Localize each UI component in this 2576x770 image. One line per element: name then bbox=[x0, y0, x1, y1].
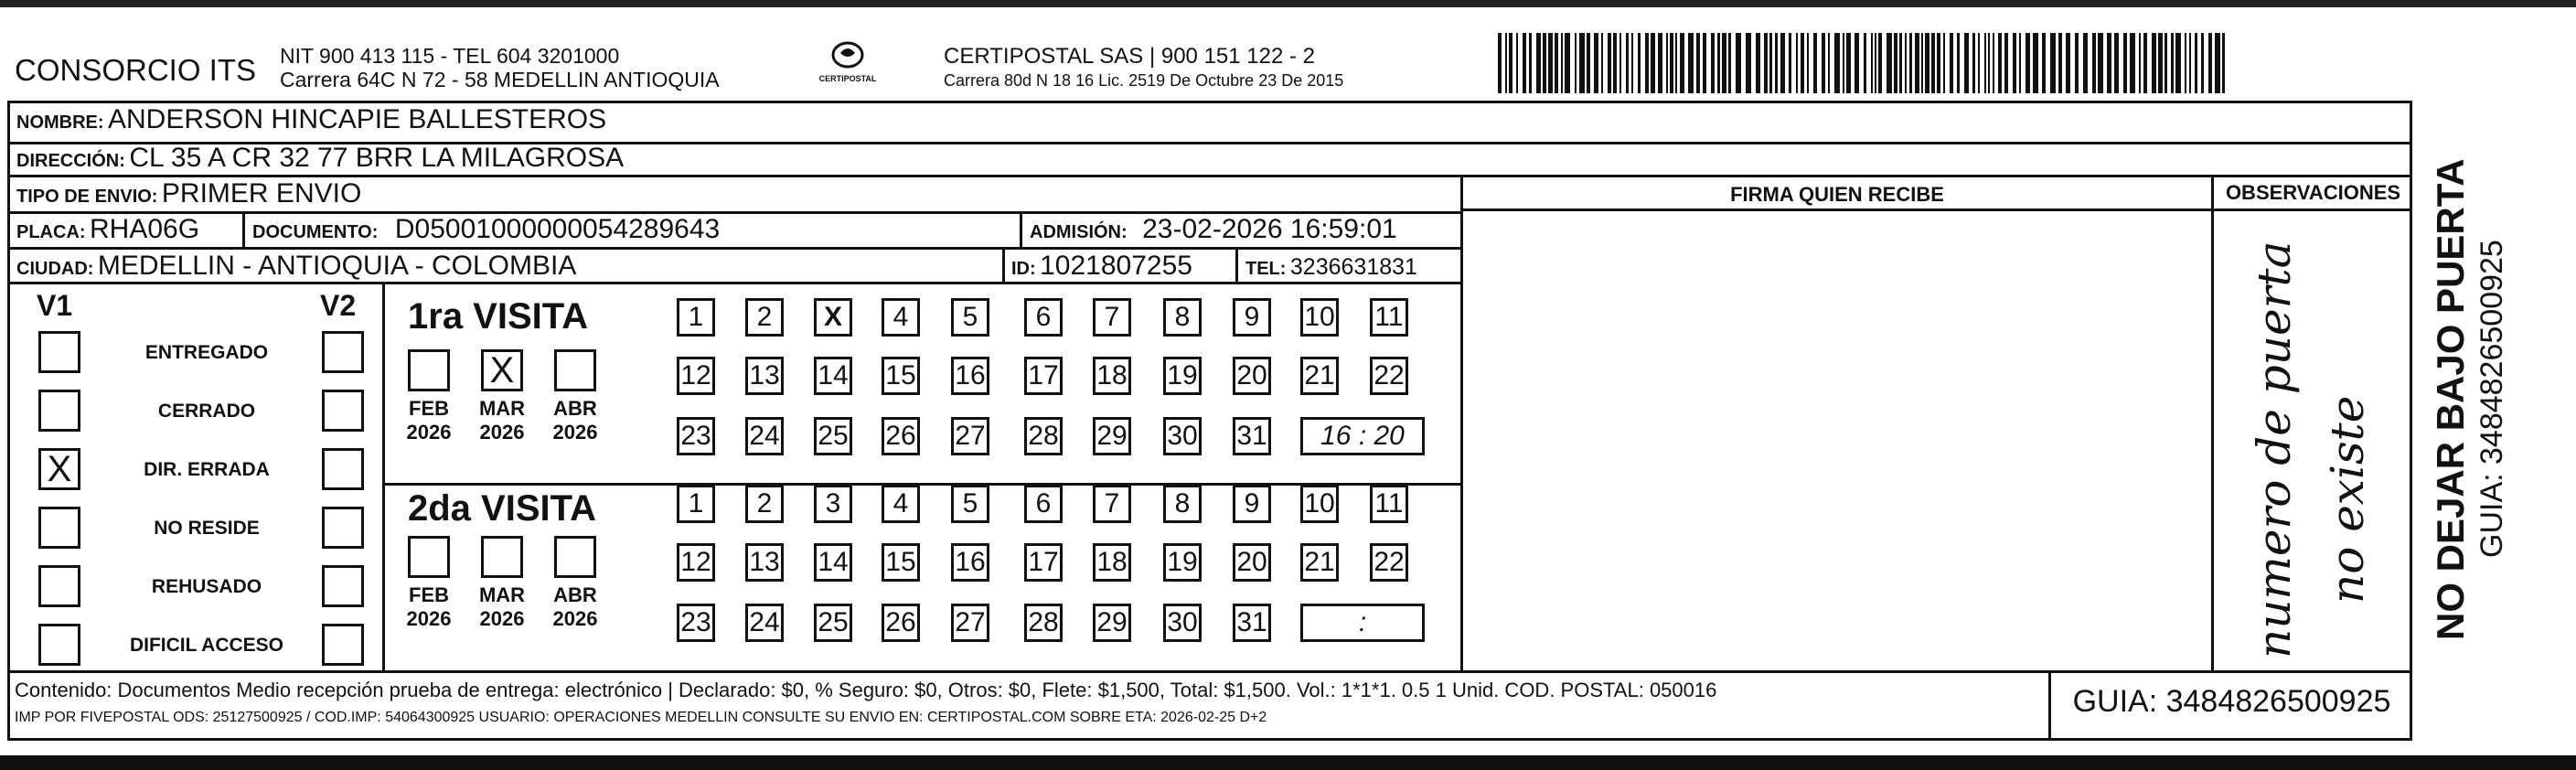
visit1-day-1[interactable]: 1 bbox=[677, 298, 715, 337]
visit2-month-checkbox-1[interactable] bbox=[481, 536, 523, 578]
visit2-day-1[interactable]: 1 bbox=[677, 485, 715, 523]
visit1-day-12[interactable]: 12 bbox=[677, 357, 715, 395]
firma-area bbox=[1463, 211, 2211, 670]
visit1-month-checkbox-2[interactable] bbox=[554, 349, 596, 391]
visit2-day-17[interactable]: 17 bbox=[1024, 543, 1063, 582]
visit2-month-name-0: FEB bbox=[409, 583, 449, 606]
status-label-4: REHUSADO bbox=[151, 576, 262, 597]
id-label: ID: bbox=[1011, 259, 1036, 279]
visit2-day-29[interactable]: 29 bbox=[1093, 604, 1131, 642]
side-notice: NO DEJAR BAJO PUERTA bbox=[2429, 158, 2472, 640]
admision-row bbox=[1030, 214, 1397, 245]
footer-guia: GUIA: 3484826500925 bbox=[2072, 684, 2391, 719]
scan-edge-top bbox=[0, 0, 2576, 7]
logo-icon bbox=[829, 40, 866, 70]
v2-checkbox-4[interactable] bbox=[322, 565, 364, 607]
documento-row bbox=[252, 214, 720, 245]
visit2-day-21[interactable]: 21 bbox=[1300, 543, 1339, 582]
tipo-value: PRIMER ENVIO bbox=[161, 178, 362, 209]
documento-label: DOCUMENTO: bbox=[252, 222, 379, 242]
visit1-day-4[interactable]: 4 bbox=[882, 298, 920, 337]
observaciones-header: OBSERVACIONES bbox=[2225, 181, 2401, 204]
visit2-day-11[interactable]: 11 bbox=[1370, 485, 1408, 523]
visit1-day-31[interactable]: 31 bbox=[1233, 417, 1271, 455]
visit1-day-23[interactable]: 23 bbox=[677, 417, 715, 455]
side-guia: GUIA: 3484826500925 bbox=[2474, 240, 2509, 558]
v2-checkbox-1[interactable] bbox=[322, 390, 364, 432]
visit1-day-14[interactable]: 14 bbox=[814, 357, 852, 395]
visit1-day-6[interactable]: 6 bbox=[1024, 298, 1063, 337]
visit1-day-20[interactable]: 20 bbox=[1233, 357, 1271, 395]
id-row bbox=[1011, 251, 1192, 282]
nombre-value: ANDERSON HINCAPIE BALLESTEROS bbox=[108, 104, 607, 134]
direccion-value: CL 35 A CR 32 77 BRR LA MILAGROSA bbox=[129, 143, 625, 173]
visit1-day-30[interactable]: 30 bbox=[1163, 417, 1202, 455]
visit2-month-year-1: 2026 bbox=[479, 607, 525, 630]
visit1-day-11[interactable]: 11 bbox=[1370, 298, 1408, 337]
visit2-day-10[interactable]: 10 bbox=[1300, 485, 1339, 523]
visit2-day-31[interactable]: 31 bbox=[1233, 604, 1271, 642]
visit1-day-24[interactable]: 24 bbox=[745, 417, 784, 455]
v1-checkbox-3[interactable] bbox=[38, 507, 80, 549]
admision-label: ADMISIÓN: bbox=[1030, 222, 1128, 242]
visit2-month-year-2: 2026 bbox=[552, 607, 598, 630]
footer-contenido: Contenido: Documentos Medio recepción prueba de entrega: electrónico | Declarado: $0, % Seguro: $0, Otros: $0, Flete: $1,500, Total: $1,500. Vol.: 1*1*1. 0.5 1 Unid. COD. POSTAL: 050016 bbox=[15, 679, 1717, 701]
placa-value: RHA06G bbox=[90, 214, 200, 244]
logo-text: CERTIPOSTAL bbox=[818, 74, 877, 83]
nombre-row bbox=[16, 104, 606, 135]
tel-label: TEL: bbox=[1245, 259, 1287, 279]
visit2-day-7[interactable]: 7 bbox=[1093, 485, 1131, 523]
observaciones-note-1: numero de puerta bbox=[2248, 241, 2301, 658]
visit1-day-9[interactable]: 9 bbox=[1233, 298, 1271, 337]
visit2-day-22[interactable]: 22 bbox=[1370, 543, 1408, 582]
observaciones-note-2: no existe bbox=[2321, 395, 2374, 604]
firma-header: FIRMA QUIEN RECIBE bbox=[1730, 183, 1944, 206]
visit1-day-5[interactable]: 5 bbox=[951, 298, 989, 337]
visit1-month-name-0: FEB bbox=[409, 397, 449, 420]
visit2-day-16[interactable]: 16 bbox=[951, 543, 989, 582]
visit2-day-8[interactable]: 8 bbox=[1163, 485, 1202, 523]
barcode bbox=[1498, 33, 2229, 93]
visit1-month-checkbox-1[interactable]: X bbox=[481, 349, 523, 391]
visit1-day-3[interactable]: X bbox=[814, 298, 852, 337]
v1-checkbox-5[interactable] bbox=[38, 624, 80, 666]
visit1-day-29[interactable]: 29 bbox=[1093, 417, 1131, 455]
ciudad-label: CIUDAD: bbox=[16, 259, 94, 279]
visit1-day-26[interactable]: 26 bbox=[882, 417, 920, 455]
v2-checkbox-2[interactable] bbox=[322, 448, 364, 490]
visit1-month-name-1: MAR bbox=[478, 397, 526, 420]
visit1-day-28[interactable]: 28 bbox=[1024, 417, 1063, 455]
visit2-time-box[interactable]: : bbox=[1300, 604, 1425, 642]
visit1-day-22[interactable]: 22 bbox=[1370, 357, 1408, 395]
visit1-month-checkbox-0[interactable] bbox=[408, 349, 450, 391]
v2-checkbox-0[interactable] bbox=[322, 331, 364, 373]
visit2-day-14[interactable]: 14 bbox=[814, 543, 852, 582]
visit2-day-6[interactable]: 6 bbox=[1024, 485, 1063, 523]
visit2-day-12[interactable]: 12 bbox=[677, 543, 715, 582]
visit2-day-23[interactable]: 23 bbox=[677, 604, 715, 642]
status-label-2: DIR. ERRADA bbox=[144, 459, 270, 480]
courier-license: Carrera 80d N 18 16 Lic. 2519 De Octubre 23 De 2015 bbox=[944, 71, 1344, 90]
nombre-label: NOMBRE: bbox=[16, 112, 104, 133]
scan-edge-bottom bbox=[0, 755, 2576, 770]
tipo-label: TIPO DE ENVIO: bbox=[16, 187, 158, 207]
visit2-day-13[interactable]: 13 bbox=[745, 543, 784, 582]
visit1-day-21[interactable]: 21 bbox=[1300, 357, 1339, 395]
documento-value: D05001000000054289643 bbox=[394, 214, 721, 244]
v2-label: V2 bbox=[320, 289, 357, 322]
visit1-title: 1ra VISITA bbox=[408, 296, 589, 337]
v1-checkbox-4[interactable] bbox=[38, 565, 80, 607]
v2-checkbox-5[interactable] bbox=[322, 624, 364, 666]
visit1-month-year-2: 2026 bbox=[552, 421, 598, 444]
visit2-day-28[interactable]: 28 bbox=[1024, 604, 1063, 642]
ciudad-value: MEDELLIN - ANTIOQUIA - COLOMBIA bbox=[97, 251, 577, 281]
tel-row bbox=[1245, 254, 1417, 281]
v1-checkbox-1[interactable] bbox=[38, 390, 80, 432]
tel-value: 3236631831 bbox=[1289, 254, 1417, 280]
visit1-day-16[interactable]: 16 bbox=[951, 357, 989, 395]
visit2-day-27[interactable]: 27 bbox=[951, 604, 989, 642]
v1-label: V1 bbox=[37, 289, 73, 322]
visit2-title: 2da VISITA bbox=[408, 488, 596, 529]
visit1-day-25[interactable]: 25 bbox=[814, 417, 852, 455]
visit2-day-20[interactable]: 20 bbox=[1233, 543, 1271, 582]
admision-value: 23-02-2026 16:59:01 bbox=[1142, 214, 1397, 244]
visit2-month-checkbox-0[interactable] bbox=[408, 536, 450, 578]
visit2-month-name-2: ABR bbox=[553, 583, 597, 606]
status-label-1: CERRADO bbox=[157, 401, 256, 422]
status-label-5: DIFICIL ACCESO bbox=[129, 635, 283, 656]
placa-row bbox=[16, 214, 199, 245]
footer-imp: IMP POR FIVEPOSTAL ODS: 25127500925 / COD.IMP: 54064300925 USUARIO: OPERACIONES MEDELLIN CONSULTE SU ENVIO EN: CERTIPOSTAL.COM SOBRE ETA: 2026-02-25 D+2 bbox=[15, 710, 1267, 725]
visit2-day-15[interactable]: 15 bbox=[882, 543, 920, 582]
visit2-month-name-1: MAR bbox=[478, 583, 526, 606]
visit2-day-18[interactable]: 18 bbox=[1093, 543, 1131, 582]
status-label-0: ENTREGADO bbox=[144, 342, 269, 363]
visit2-month-year-0: 2026 bbox=[406, 607, 452, 630]
direccion-row bbox=[16, 143, 624, 174]
courier-name: CERTIPOSTAL SAS | 900 151 122 - 2 bbox=[944, 44, 1315, 69]
visit2-day-19[interactable]: 19 bbox=[1163, 543, 1202, 582]
placa-label: PLACA: bbox=[16, 222, 86, 242]
visit1-day-18[interactable]: 18 bbox=[1093, 357, 1131, 395]
company-name: CONSORCIO ITS bbox=[15, 53, 257, 87]
v2-checkbox-3[interactable] bbox=[322, 507, 364, 549]
visit2-day-24[interactable]: 24 bbox=[745, 604, 784, 642]
v1-checkbox-0[interactable] bbox=[38, 331, 80, 373]
visit2-day-26[interactable]: 26 bbox=[882, 604, 920, 642]
visit1-time-box[interactable]: 16 : 20 bbox=[1300, 417, 1425, 455]
visit1-day-19[interactable]: 19 bbox=[1163, 357, 1202, 395]
company-address: Carrera 64C N 72 - 58 MEDELLIN ANTIOQUIA bbox=[280, 68, 720, 91]
direccion-label: DIRECCIÓN: bbox=[16, 151, 125, 171]
visit2-day-30[interactable]: 30 bbox=[1163, 604, 1202, 642]
company-nit: NIT 900 413 115 - TEL 604 3201000 bbox=[280, 44, 620, 68]
status-label-3: NO RESIDE bbox=[154, 518, 260, 539]
visit2-day-25[interactable]: 25 bbox=[814, 604, 852, 642]
visit1-day-27[interactable]: 27 bbox=[951, 417, 989, 455]
ciudad-row bbox=[16, 251, 576, 282]
id-value: 1021807255 bbox=[1040, 251, 1192, 281]
visit1-day-13[interactable]: 13 bbox=[745, 357, 784, 395]
visit2-day-4[interactable]: 4 bbox=[882, 485, 920, 523]
visit1-day-2[interactable]: 2 bbox=[745, 298, 784, 337]
visit1-day-8[interactable]: 8 bbox=[1163, 298, 1202, 337]
visit2-day-2[interactable]: 2 bbox=[745, 485, 784, 523]
visit2-day-5[interactable]: 5 bbox=[951, 485, 989, 523]
v1-checkbox-2[interactable]: X bbox=[38, 448, 80, 490]
visit1-day-17[interactable]: 17 bbox=[1024, 357, 1063, 395]
visit1-day-10[interactable]: 10 bbox=[1300, 298, 1339, 337]
certipostal-logo bbox=[816, 40, 880, 95]
visit2-day-3[interactable]: 3 bbox=[814, 485, 852, 523]
tipo-row bbox=[16, 178, 361, 209]
visit2-month-checkbox-2[interactable] bbox=[554, 536, 596, 578]
visit2-day-9[interactable]: 9 bbox=[1233, 485, 1271, 523]
visit1-day-15[interactable]: 15 bbox=[882, 357, 920, 395]
visit1-month-name-2: ABR bbox=[553, 397, 597, 420]
visit1-month-year-0: 2026 bbox=[406, 421, 452, 444]
visit1-month-year-1: 2026 bbox=[479, 421, 525, 444]
visit1-day-7[interactable]: 7 bbox=[1093, 298, 1131, 337]
